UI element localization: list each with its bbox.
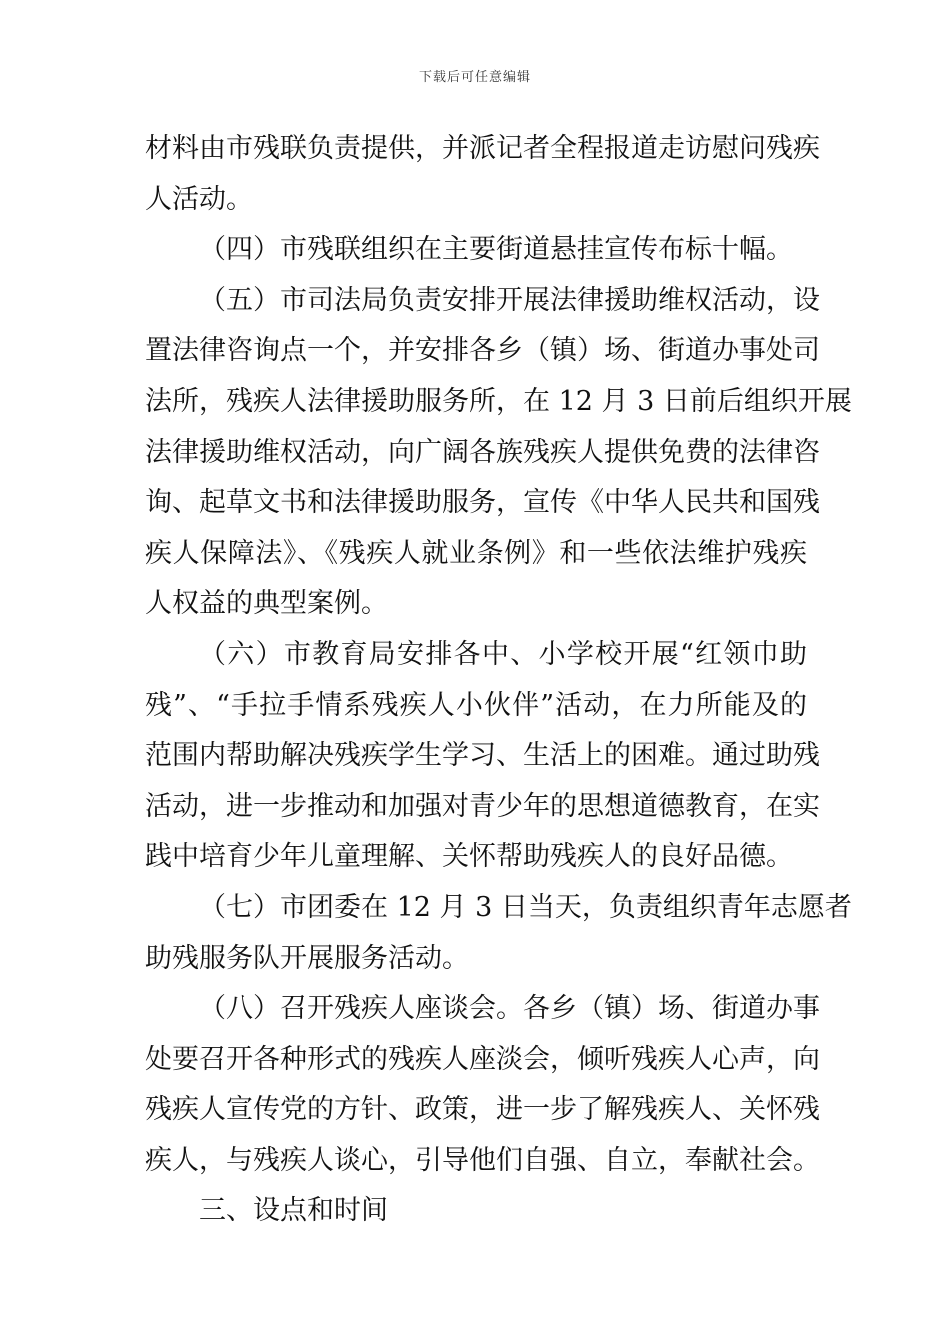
text-line: 法所，残疾人法律援助服务所，在 12 月 3 日前后组织开展 bbox=[145, 385, 852, 417]
text-line: （八）召开残疾人座谈会。各乡（镇）场、街道办事 bbox=[199, 993, 820, 1025]
text-line: 残疾人宣传党的方针、政策，进一步了解残疾人、关怀残 bbox=[145, 1094, 820, 1126]
text-line: （四）市残联组织在主要街道悬挂宣传布标十幅。 bbox=[199, 234, 793, 266]
text-line: 疾人保障法》、《残疾人就业条例》和一些依法维护残疾 bbox=[145, 537, 807, 569]
text-line: （五）市司法局负责安排开展法律援助维权活动，设 bbox=[199, 284, 820, 316]
text-line: 残”、“手拉手情系残疾人小伙伴”活动，在力所能及的 bbox=[145, 689, 807, 721]
text-line: 助残服务队开展服务活动。 bbox=[145, 942, 469, 974]
text-line: 询、起草文书和法律援助服务，宣传《中华人民共和国残 bbox=[145, 487, 820, 519]
text-line: 法律援助维权活动，向广阔各族残疾人提供免费的法律咨 bbox=[145, 436, 820, 468]
text-line: 活动，进一步推动和加强对青少年的思想道德教育，在实 bbox=[145, 790, 820, 822]
text-line: （六）市教育局安排各中、小学校开展“红领巾助 bbox=[199, 638, 807, 670]
text-line: 范围内帮助解决残疾学生学习、生活上的困难。通过助残 bbox=[145, 740, 820, 772]
text-line: 材料由市残联负责提供，并派记者全程报道走访慰问残疾 bbox=[145, 133, 820, 164]
text-line: 践中培育少年儿童理解、关怀帮助残疾人的良好品德。 bbox=[145, 841, 793, 873]
text-line: 人权益的典型案例。 bbox=[145, 588, 388, 620]
text-line: 人活动。 bbox=[145, 183, 253, 215]
text-line: 置法律咨询点一个，并安排各乡（镇）场、街道办事处司 bbox=[145, 335, 820, 367]
document-body bbox=[145, 124, 852, 1237]
text-line: （七）市团委在 12 月 3 日当天，负责组织青年志愿者 bbox=[199, 891, 852, 923]
page-header: 下载后可任意编辑 bbox=[418, 70, 531, 85]
text-line: 处要召开各种形式的残疾人座淡会，倾听残疾人心声，向 bbox=[145, 1043, 820, 1075]
text-line: 三、设点和时间 bbox=[199, 1195, 388, 1227]
text-line: 疾人，与残疾人谈心，引导他们自强、自立，奉献社会。 bbox=[145, 1144, 820, 1176]
